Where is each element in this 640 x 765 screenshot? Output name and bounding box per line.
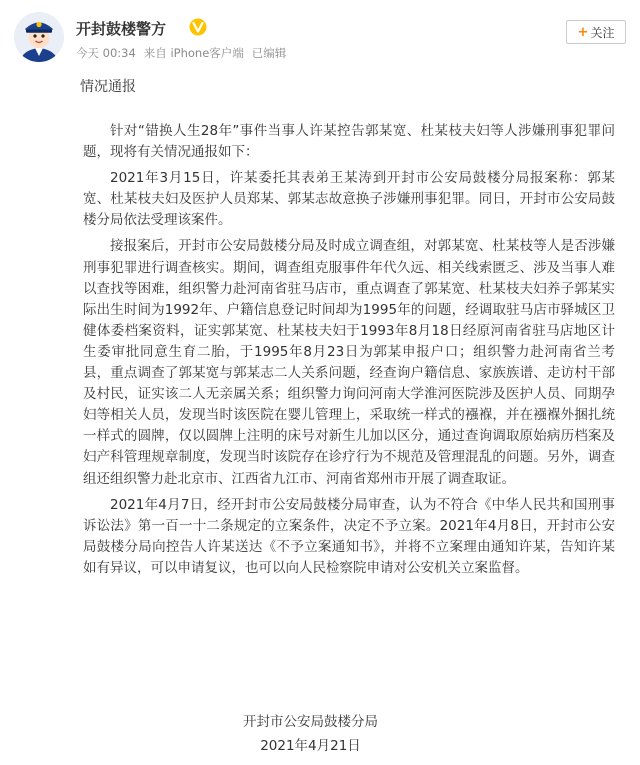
signature <box>243 710 378 758</box>
post-title: 情况通报 <box>80 79 136 95</box>
post-source: 来自 iPhone客户端 <box>143 46 244 60</box>
plus-icon: + <box>577 24 589 40</box>
verified-badge-icon <box>189 18 207 36</box>
post-paragraph: 接报案后，开封市公安局鼓楼分局及时成立调查组，对郭某宽、杜某枝等人是否涉嫌刑事犯罪进行调查核实。期间，调查组克服事件年代久远、相关线索匮乏、涉及当事人难以查找等困难，组织警力赴河南省驻马店市，重点调查了郭某宽、杜某枝夫妇养子郭某实际出生时间为1992年、户籍信息登记时间却为1995年的问题，经调取驻马店市驿城区卫健体委档案资料，证实郭某宽、杜某枝夫妇于1993年8月18日经原河南省驻马店地区计生委审批同意生育二胎，于1995年8月23日为郭某申报户口；组织警力赴河南省兰考县，重点调查了郭某宽与郭某志二人关系问题，经查询户籍信息、家族族谱、走访村干部及村民，证实该二人无亲属关系；组织警力询问河南大学淮河医院涉及医护人员、同期孕妇等相关人员，发现当时该医院在婴儿管理上，采取统一样式的襁褓，并在襁褓外捆扎统一样式的圆牌，仅以圆牌上注明的床号对新生儿加以区分，通过查询调取原始病历档案及妇产科管理规章制度，发现当时该院存在诊疗行为不规范及管理混乱的问题。另外，调查组还组织警力赴北京市、江西省九江市、河南省郑州市开展了调查取证。 <box>83 238 615 487</box>
signature-date: 2021年4月21日 <box>260 738 361 754</box>
police-avatar-icon <box>14 12 64 62</box>
post-meta <box>76 45 294 61</box>
post-paragraph: 2021年3月15日，许某委托其表弟王某涛到开封市公安局鼓楼分局报案称：郭某宽、杜某枝夫妇及医护人员郑某、郭某志故意换子涉嫌刑事犯罪。同日，开封市公安局鼓楼分局依法受理该案件。 <box>83 170 615 229</box>
post-header <box>14 12 626 68</box>
author-name[interactable]: 开封鼓楼警方 <box>76 20 167 38</box>
post-time[interactable]: 今天 00:34 <box>76 46 136 60</box>
post-paragraph: 针对“错换人生28年”事件当事人许某控告郭某宽、杜某枝夫妇等人涉嫌刑事犯罪问题，现将有关情况通报如下： <box>83 123 615 161</box>
post-body <box>83 121 615 584</box>
post-edited-label[interactable]: 已编辑 <box>251 46 287 60</box>
follow-button[interactable] <box>566 20 626 44</box>
signature-org: 开封市公安局鼓楼分局 <box>243 714 378 730</box>
avatar[interactable] <box>14 12 64 62</box>
follow-button-label: 关注 <box>590 25 615 40</box>
post-paragraph: 2021年4月7日，经开封市公安局鼓楼分局审查，认为不符合《中华人民共和国刑事诉讼法》第一百一十二条规定的立案条件，决定不予立案。2021年4月8日，开封市公安局鼓楼分局向控告人许某送达《不予立案通知书》，并将不立案理由通知许某，告知许某如有异议，可以申请复议，也可以向人民检察院申请对公安机关立案监督。 <box>83 496 615 576</box>
